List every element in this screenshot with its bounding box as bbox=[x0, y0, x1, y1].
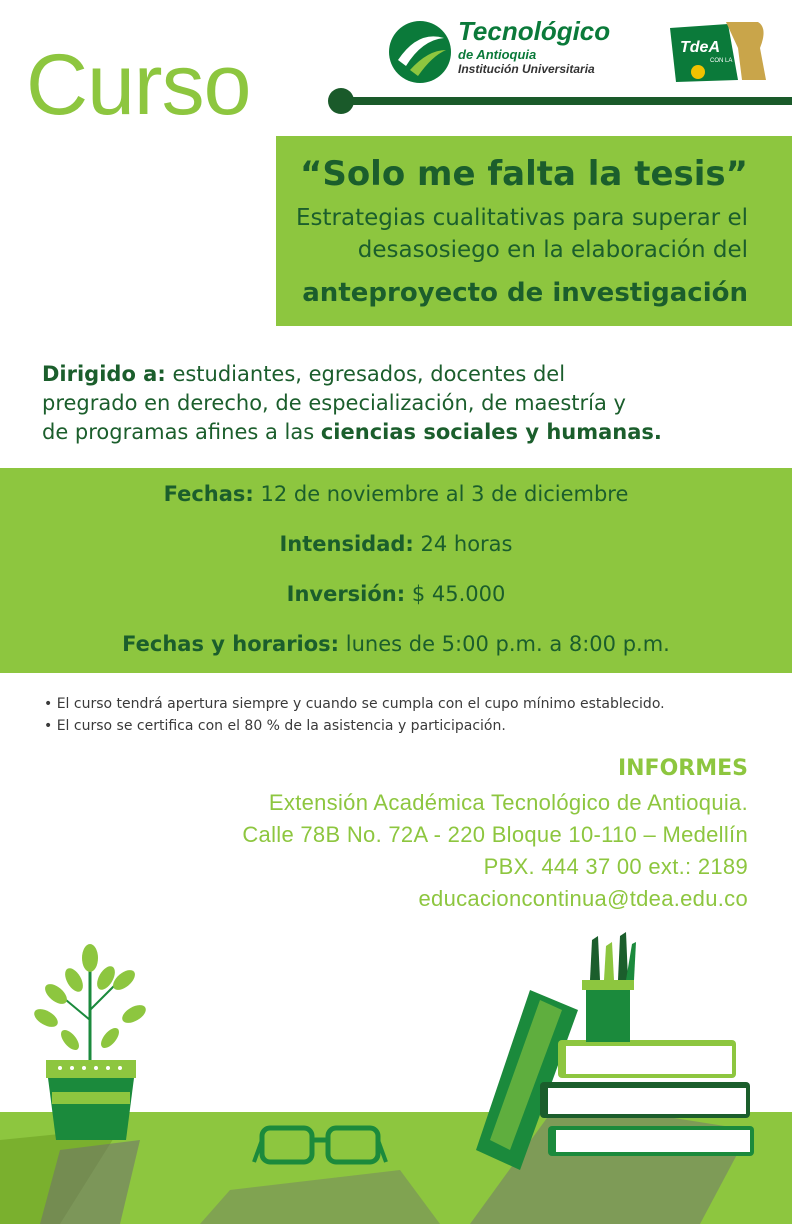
contact-organization: Extensión Académica Tecnológico de Antioquia. bbox=[268, 790, 748, 815]
note-item: • El curso tendrá apertura siempre y cuando se cumpla con el cupo mínimo establecido. bbox=[44, 696, 665, 712]
course-subtitle-line: Estrategias cualitativas para superar el bbox=[296, 205, 748, 231]
course-label: Curso bbox=[26, 37, 251, 133]
intensity-label: Intensidad: bbox=[279, 532, 414, 556]
logo-tagline: Institución Universitaria bbox=[458, 62, 595, 76]
course-subtitle-line: desasosiego en la elaboración del bbox=[357, 237, 748, 263]
audience-label: Dirigido a: bbox=[42, 362, 166, 386]
institution-logo bbox=[388, 16, 788, 88]
course-details-band bbox=[0, 468, 792, 673]
dates-value: 12 de noviembre al 3 de diciembre bbox=[253, 482, 629, 506]
schedule-label: Fechas y horarios: bbox=[122, 632, 340, 656]
svg-text:CON LA: CON LA bbox=[710, 58, 733, 64]
logo-title: Tecnológico bbox=[458, 16, 611, 46]
audience-line: de programas afines a las bbox=[42, 420, 321, 444]
logo-subtitle: de Antioquia bbox=[458, 47, 537, 62]
price-label: Inversión: bbox=[286, 582, 406, 606]
contact-phone: PBX. 444 37 00 ext.: 2189 bbox=[483, 854, 748, 879]
price-row bbox=[0, 582, 792, 606]
intensity-value: 24 horas bbox=[413, 532, 513, 556]
course-title-panel bbox=[276, 136, 792, 326]
contact-address: Calle 78B No. 72A - 220 Bloque 10-110 – Medellín bbox=[242, 822, 748, 847]
audience-line: pregrado en derecho, de especialización, de maestría y bbox=[42, 391, 626, 415]
price-value: $ 45.000 bbox=[405, 582, 506, 606]
intensity-row bbox=[0, 532, 792, 556]
desk-illustration bbox=[0, 900, 792, 1224]
audience-text bbox=[42, 360, 682, 447]
tdea-emblem-icon bbox=[388, 20, 452, 84]
pencil-cup-icon bbox=[582, 932, 636, 1042]
notes-list bbox=[44, 693, 665, 737]
contact-heading: INFORMES bbox=[617, 756, 748, 781]
tdea-badge-icon bbox=[668, 18, 768, 86]
audience-bold: ciencias sociales y humanas. bbox=[320, 420, 662, 444]
header-divider-dot bbox=[328, 88, 354, 114]
svg-text:TdeA: TdeA bbox=[680, 39, 720, 56]
schedule-row bbox=[0, 632, 792, 656]
dates-row bbox=[0, 482, 792, 506]
dates-label: Fechas: bbox=[163, 482, 254, 506]
audience-line: estudiantes, egresados, docentes del bbox=[165, 362, 566, 386]
header-divider bbox=[348, 97, 792, 105]
note-item: • El curso se certifica con el 80 % de la asistencia y participación. bbox=[44, 718, 506, 734]
course-subtitle-bold: anteproyecto de investigación bbox=[302, 278, 748, 308]
schedule-value: lunes de 5:00 p.m. a 8:00 p.m. bbox=[339, 632, 670, 656]
contact-email[interactable]: educacioncontinua@tdea.edu.co bbox=[418, 886, 748, 911]
course-subtitle bbox=[296, 202, 748, 266]
course-title: “Solo me falta la tesis” bbox=[299, 154, 748, 194]
